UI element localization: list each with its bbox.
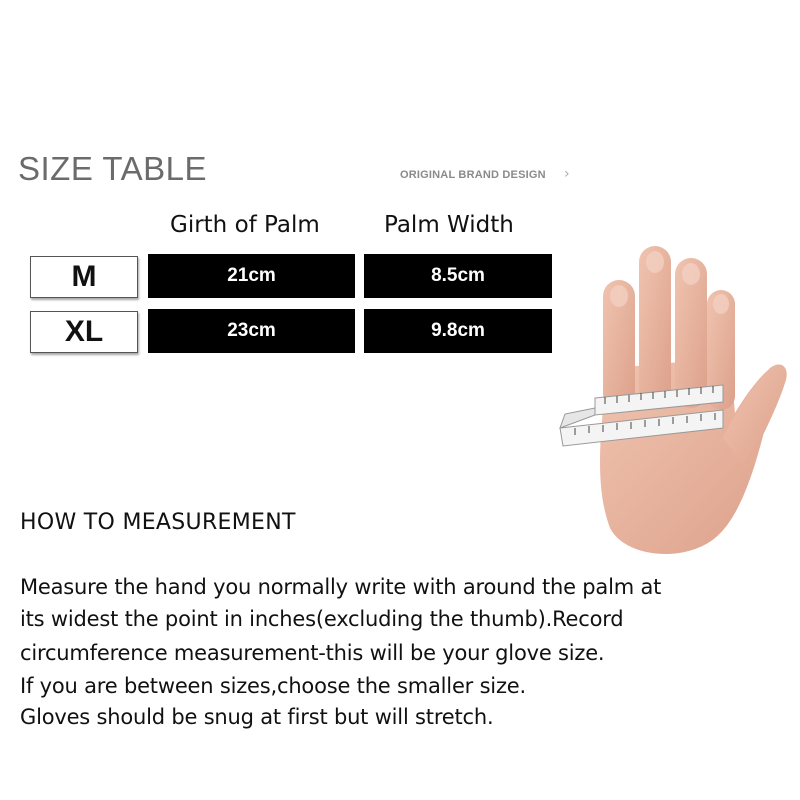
page-title: SIZE TABLE xyxy=(18,150,208,187)
instruction-line: circumference measurement-this will be your glove size. xyxy=(20,641,605,665)
chevron-right-icon[interactable]: › xyxy=(564,166,570,182)
hand-with-measuring-tape-icon xyxy=(555,238,795,563)
column-header-girth: Girth of Palm xyxy=(170,212,320,238)
width-cell-m: 8.5cm xyxy=(364,254,552,298)
size-label-m: M xyxy=(30,256,138,298)
brand-design-link[interactable]: ORIGINAL BRAND DESIGN xyxy=(400,169,546,181)
instruction-line: Measure the hand you normally write with around the palm at xyxy=(20,575,662,599)
size-label-xl: XL xyxy=(30,311,138,353)
hand-measuring-illustration xyxy=(555,238,795,563)
girth-cell-xl: 23cm xyxy=(148,309,355,353)
instruction-line: Gloves should be snug at first but will stretch. xyxy=(20,705,494,729)
column-header-width: Palm Width xyxy=(384,212,514,238)
width-cell-xl: 9.8cm xyxy=(364,309,552,353)
instructions-title: HOW TO MEASUREMENT xyxy=(20,510,296,535)
girth-cell-m: 21cm xyxy=(148,254,355,298)
instruction-line: its widest the point in inches(excluding the thumb).Record xyxy=(20,607,624,631)
instruction-line: If you are between sizes,choose the smaller size. xyxy=(20,674,526,698)
